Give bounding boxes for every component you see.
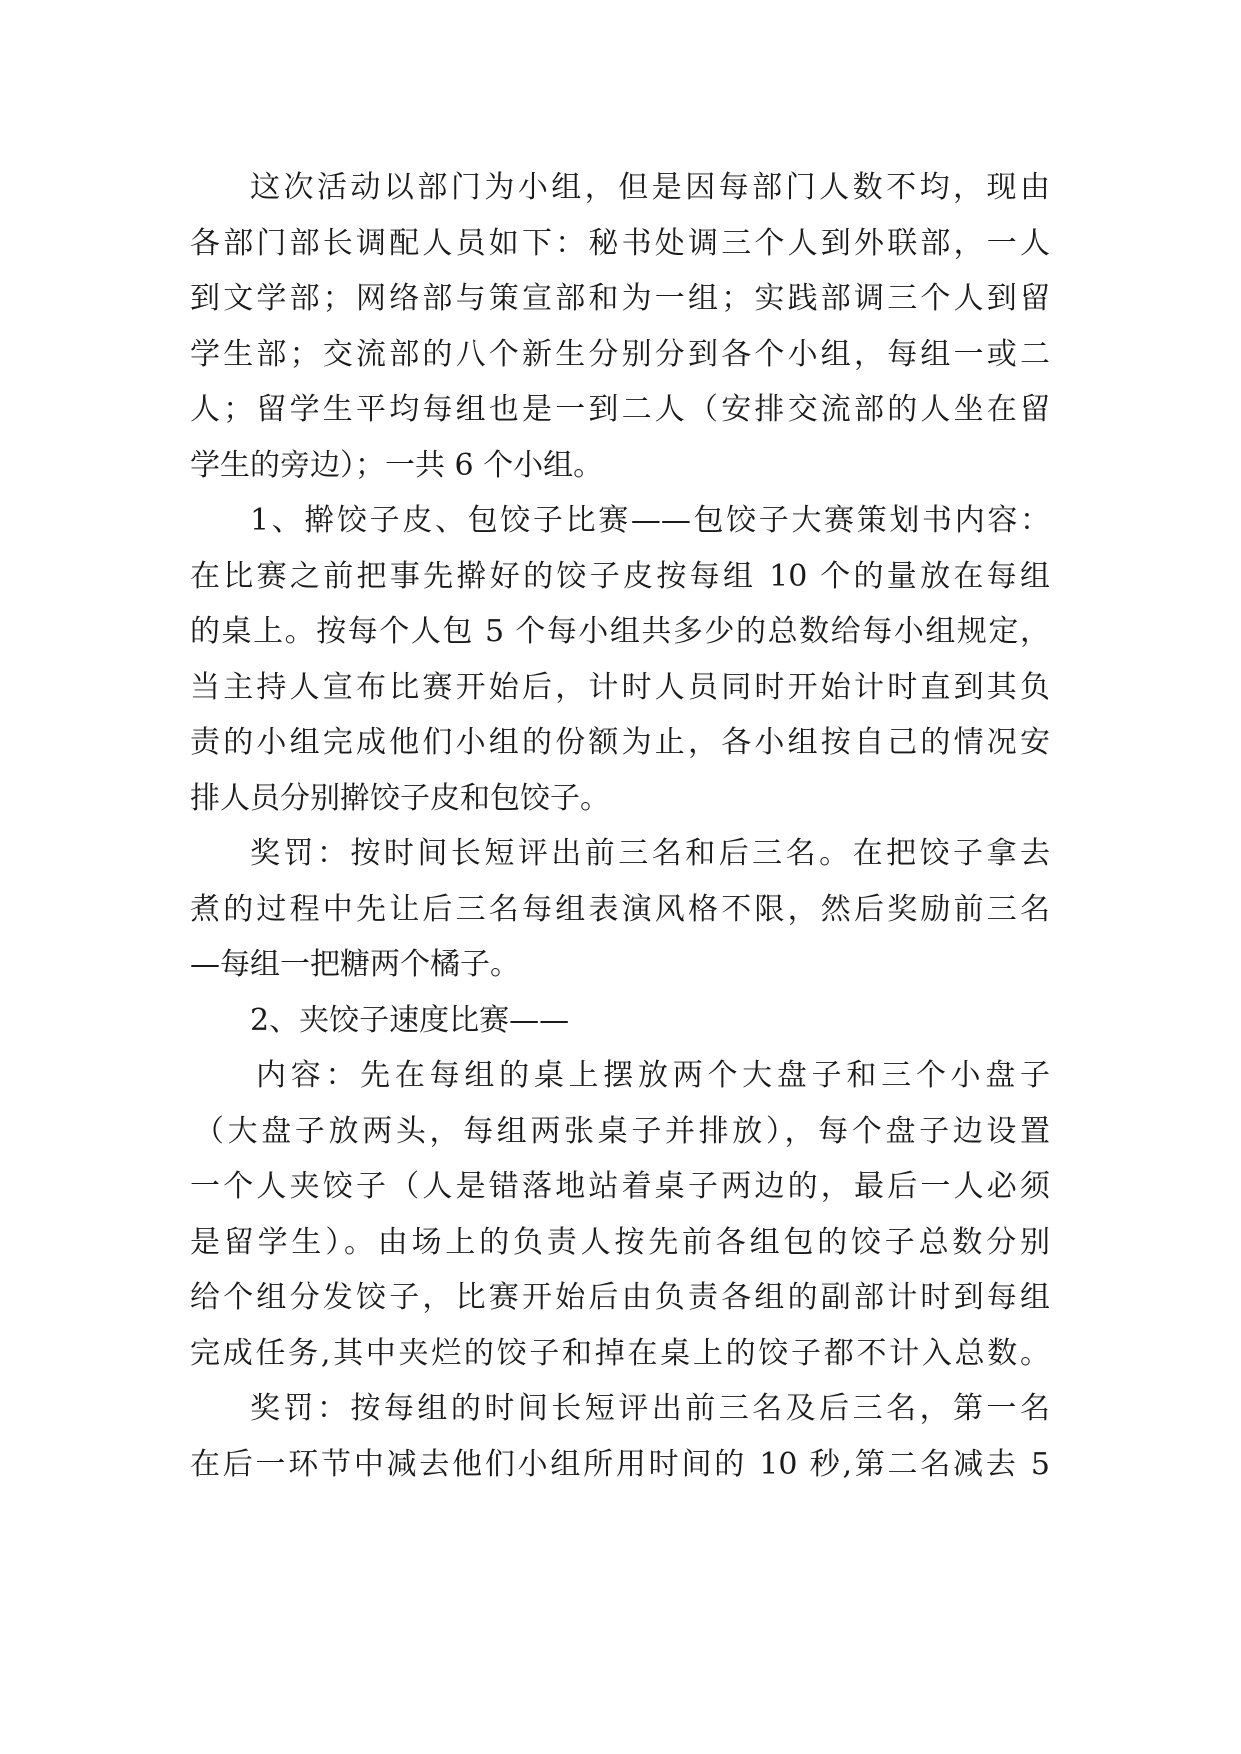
text-line: 奖罚：按时间长短评出前三名和后三名。在把饺子拿去	[250, 836, 1050, 871]
paragraph-item-2-rewards	[190, 1381, 1050, 1492]
paragraph-item-2-heading	[190, 993, 1050, 1049]
text-line: 一个人夹饺子（人是错落地站着桌子两边的，最后一人必须	[190, 1169, 1050, 1204]
text-line: 各部门部长调配人员如下：秘书处调三个人到外联部，一人	[190, 225, 1050, 261]
text-line: 这次活动以部门为小组，但是因每部门人数不均，现由	[250, 170, 1050, 205]
text-line: 学生的旁边）；一共 6 个小组。	[190, 447, 604, 483]
paragraph-item-1-rules	[190, 493, 1050, 826]
text-line: 学生部；交流部的八个新生分别分到各个小组，每组一或二	[190, 336, 1050, 372]
text-line: 当主持人宣布比赛开始后，计时人员同时开始计时直到其负	[190, 669, 1050, 705]
text-line: 的桌上。按每个人包 5 个每小组共多少的总数给每小组规定，	[190, 614, 1050, 649]
text-line: 人；留学生平均每组也是一到二人（安排交流部的人坐在留	[190, 392, 1050, 427]
paragraph-grouping	[190, 160, 1050, 493]
document-body	[190, 160, 1050, 1492]
text-line: 是留学生）。由场上的负责人按先前各组包的饺子总数分别	[190, 1224, 1050, 1260]
text-line: 排人员分别擀饺子皮和包饺子。	[190, 780, 610, 816]
text-line: —每组一把糖两个橘子。	[190, 947, 520, 982]
text-line: 2、夹饺子速度比赛——	[250, 1002, 570, 1038]
text-line: 煮的过程中先让后三名每组表演风格不限，然后奖励前三名	[190, 891, 1050, 927]
paragraph-item-2-content	[190, 1048, 1050, 1381]
text-line: 到文学部；网络部与策宣部和为一组；实践部调三个人到留	[190, 281, 1050, 316]
text-line: 在比赛之前把事先擀好的饺子皮按每组 10 个的量放在每组	[190, 558, 1050, 594]
text-line: 责的小组完成他们小组的份额为止，各小组按自己的情况安	[190, 725, 1050, 760]
text-line: 在后一环节中减去他们小组所用时间的 10 秒,第二名减去 5	[190, 1446, 1050, 1482]
text-line: 1、擀饺子皮、包饺子比赛——包饺子大赛策划书内容：	[250, 503, 1050, 538]
text-line: （大盘子放两头，每组两张桌子并排放），每个盘子边设置	[194, 1113, 1050, 1149]
paragraph-item-1-rewards	[190, 826, 1050, 993]
text-line: 奖罚：按每组的时间长短评出前三名及后三名，第一名	[250, 1391, 1050, 1426]
text-line: 给个组分发饺子，比赛开始后由负责各组的副部计时到每组	[190, 1280, 1050, 1315]
text-line: 完成任务,其中夹烂的饺子和掉在桌上的饺子都不计入总数。	[190, 1335, 1050, 1371]
text-line: 内容：先在每组的桌上摆放两个大盘子和三个小盘子	[256, 1058, 1050, 1093]
